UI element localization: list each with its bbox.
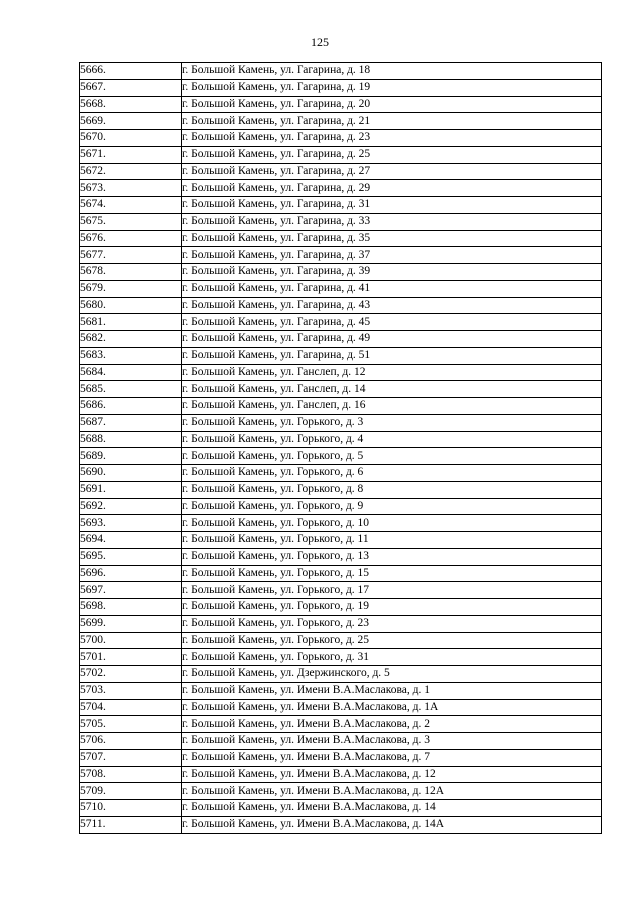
row-address: г. Большой Камень, ул. Гагарина, д. 51 [182,347,602,364]
table-row [80,649,602,666]
row-number: 5668. [80,96,182,113]
row-number: 5677. [80,247,182,264]
row-number: 5678. [80,264,182,281]
row-number: 5684. [80,364,182,381]
row-address: г. Большой Камень, ул. Гагарина, д. 18 [182,63,602,80]
row-number: 5686. [80,398,182,415]
table-row [80,180,602,197]
table-row [80,448,602,465]
row-number: 5688. [80,431,182,448]
row-number: 5711. [80,816,182,833]
row-number: 5700. [80,632,182,649]
table-row [80,565,602,582]
row-address: г. Большой Камень, ул. Гагарина, д. 33 [182,213,602,230]
table-row [80,749,602,766]
table-row [80,331,602,348]
row-number: 5666. [80,63,182,80]
table-row [80,96,602,113]
row-address: г. Большой Камень, ул. Гагарина, д. 25 [182,146,602,163]
row-number: 5704. [80,699,182,716]
table-row [80,414,602,431]
table-row [80,79,602,96]
row-address: г. Большой Камень, ул. Горького, д. 10 [182,515,602,532]
address-table-body [80,63,602,834]
row-number: 5710. [80,800,182,817]
row-number: 5667. [80,79,182,96]
table-row [80,481,602,498]
row-address: г. Большой Камень, ул. Имени В.А.Маслакова, д. 7 [182,749,602,766]
row-address: г. Большой Камень, ул. Гагарина, д. 21 [182,113,602,130]
table-row [80,297,602,314]
table-row [80,465,602,482]
row-address: г. Большой Камень, ул. Горького, д. 31 [182,649,602,666]
table-row [80,816,602,833]
row-number: 5690. [80,465,182,482]
table-row [80,498,602,515]
address-table [79,62,602,834]
table-row [80,213,602,230]
table-row [80,548,602,565]
row-number: 5674. [80,197,182,214]
row-number: 5696. [80,565,182,582]
table-row [80,632,602,649]
row-address: г. Большой Камень, ул. Гагарина, д. 19 [182,79,602,96]
table-row [80,314,602,331]
table-row [80,783,602,800]
table-row [80,699,602,716]
row-address: г. Большой Камень, ул. Гагарина, д. 31 [182,197,602,214]
table-row [80,716,602,733]
table-row [80,733,602,750]
page-number: 125 [311,35,329,49]
row-address: г. Большой Камень, ул. Горького, д. 9 [182,498,602,515]
row-number: 5680. [80,297,182,314]
table-row [80,163,602,180]
row-address: г. Большой Камень, ул. Имени В.А.Маслакова, д. 3 [182,733,602,750]
row-address: г. Большой Камень, ул. Гагарина, д. 41 [182,280,602,297]
row-number: 5687. [80,414,182,431]
row-address: г. Большой Камень, ул. Гагарина, д. 20 [182,96,602,113]
table-row [80,532,602,549]
row-address: г. Большой Камень, ул. Гагарина, д. 35 [182,230,602,247]
row-address: г. Большой Камень, ул. Горького, д. 3 [182,414,602,431]
row-address: г. Большой Камень, ул. Имени В.А.Маслакова, д. 12А [182,783,602,800]
row-number: 5706. [80,733,182,750]
row-address: г. Большой Камень, ул. Имени В.А.Маслакова, д. 1А [182,699,602,716]
row-number: 5692. [80,498,182,515]
table-row [80,599,602,616]
row-address: г. Большой Камень, ул. Горького, д. 13 [182,548,602,565]
row-address: г. Большой Камень, ул. Гагарина, д. 45 [182,314,602,331]
row-number: 5672. [80,163,182,180]
row-number: 5682. [80,331,182,348]
row-number: 5691. [80,481,182,498]
row-address: г. Большой Камень, ул. Гагарина, д. 27 [182,163,602,180]
row-address: г. Большой Камень, ул. Гагарина, д. 39 [182,264,602,281]
table-row [80,130,602,147]
table-row [80,113,602,130]
row-address: г. Большой Камень, ул. Гагарина, д. 23 [182,130,602,147]
row-number: 5689. [80,448,182,465]
row-address: г. Большой Камень, ул. Гагарина, д. 29 [182,180,602,197]
table-row [80,666,602,683]
row-address: г. Большой Камень, ул. Имени В.А.Маслакова, д. 1 [182,682,602,699]
row-number: 5679. [80,280,182,297]
row-number: 5673. [80,180,182,197]
row-address: г. Большой Камень, ул. Горького, д. 25 [182,632,602,649]
row-address: г. Большой Камень, ул. Горького, д. 8 [182,481,602,498]
table-row [80,146,602,163]
table-row [80,247,602,264]
row-number: 5693. [80,515,182,532]
row-address: г. Большой Камень, ул. Ганслеп, д. 16 [182,398,602,415]
table-row [80,682,602,699]
row-number: 5702. [80,666,182,683]
row-number: 5683. [80,347,182,364]
row-address: г. Большой Камень, ул. Имени В.А.Маслакова, д. 14А [182,816,602,833]
row-address: г. Большой Камень, ул. Гагарина, д. 43 [182,297,602,314]
row-number: 5708. [80,766,182,783]
table-row [80,230,602,247]
table-row [80,766,602,783]
row-address: г. Большой Камень, ул. Горького, д. 11 [182,532,602,549]
row-number: 5681. [80,314,182,331]
row-number: 5705. [80,716,182,733]
table-row [80,431,602,448]
table-row [80,615,602,632]
row-number: 5707. [80,749,182,766]
row-number: 5701. [80,649,182,666]
row-number: 5697. [80,582,182,599]
row-address: г. Большой Камень, ул. Горького, д. 17 [182,582,602,599]
row-address: г. Большой Камень, ул. Ганслеп, д. 12 [182,364,602,381]
row-address: г. Большой Камень, ул. Имени В.А.Маслакова, д. 2 [182,716,602,733]
row-number: 5669. [80,113,182,130]
row-address: г. Большой Камень, ул. Горького, д. 19 [182,599,602,616]
row-number: 5685. [80,381,182,398]
row-number: 5703. [80,682,182,699]
row-address: г. Большой Камень, ул. Гагарина, д. 37 [182,247,602,264]
row-number: 5694. [80,532,182,549]
row-number: 5675. [80,213,182,230]
row-number: 5695. [80,548,182,565]
table-row [80,398,602,415]
row-address: г. Большой Камень, ул. Горького, д. 4 [182,431,602,448]
row-address: г. Большой Камень, ул. Горького, д. 5 [182,448,602,465]
row-address: г. Большой Камень, ул. Горького, д. 6 [182,465,602,482]
row-number: 5676. [80,230,182,247]
row-address: г. Большой Камень, ул. Ганслеп, д. 14 [182,381,602,398]
table-row [80,347,602,364]
row-number: 5671. [80,146,182,163]
row-address: г. Большой Камень, ул. Горького, д. 15 [182,565,602,582]
row-address: г. Большой Камень, ул. Гагарина, д. 49 [182,331,602,348]
row-number: 5698. [80,599,182,616]
table-row [80,264,602,281]
table-row [80,280,602,297]
table-row [80,515,602,532]
row-number: 5709. [80,783,182,800]
table-row [80,63,602,80]
table-row [80,364,602,381]
table-row [80,197,602,214]
row-address: г. Большой Камень, ул. Имени В.А.Маслакова, д. 12 [182,766,602,783]
row-address: г. Большой Камень, ул. Имени В.А.Маслакова, д. 14 [182,800,602,817]
row-number: 5699. [80,615,182,632]
row-number: 5670. [80,130,182,147]
table-row [80,381,602,398]
table-row [80,800,602,817]
table-row [80,582,602,599]
row-address: г. Большой Камень, ул. Дзержинского, д. 5 [182,666,602,683]
row-address: г. Большой Камень, ул. Горького, д. 23 [182,615,602,632]
